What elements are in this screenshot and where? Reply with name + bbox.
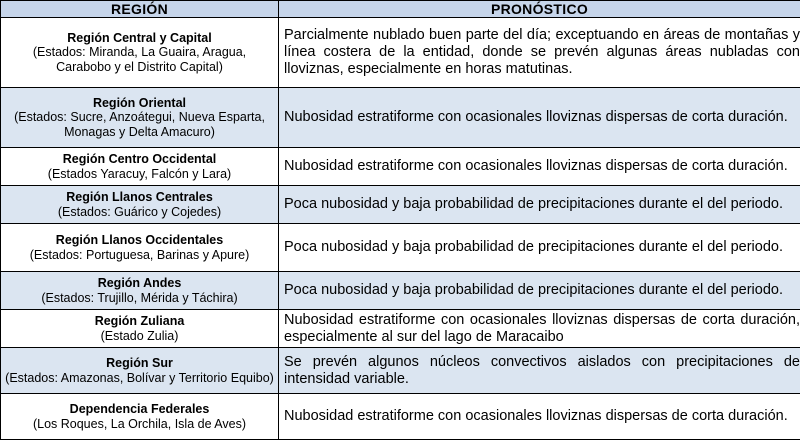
region-name: Región Central y Capital bbox=[67, 30, 212, 45]
region-name: Región Zuliana bbox=[94, 314, 185, 328]
region-states: (Estados: Miranda, La Guaira, Aragua, Carabobo y el Distrito Capital) bbox=[32, 45, 247, 74]
region-cell bbox=[1, 272, 279, 310]
header-region: REGIÓN bbox=[1, 1, 279, 18]
forecast-cell: Poca nubosidad y baja probabilidad de precipitaciones durante el del periodo. bbox=[279, 186, 800, 224]
table-row bbox=[1, 186, 800, 224]
forecast-cell: Nubosidad estratiforme con ocasionales lloviznas dispersas de corta duración. bbox=[279, 88, 800, 148]
forecast-cell: Parcialmente nublado buen parte del día; exceptuando en áreas de montañas y línea costera de la entidad, donde se prevén algunas áreas nubladas con lloviznas, especialmente en horas matutinas. bbox=[279, 18, 800, 88]
table-row bbox=[1, 18, 800, 88]
region-cell bbox=[1, 348, 279, 394]
table-row bbox=[1, 310, 800, 348]
region-states: (Los Roques, La Orchila, Isla de Aves) bbox=[32, 416, 247, 431]
region-states: (Estados: Trujillo, Mérida y Táchira) bbox=[41, 290, 238, 305]
header-forecast: PRONÓSTICO bbox=[279, 1, 800, 18]
region-cell bbox=[1, 88, 279, 148]
forecast-cell: Poca nubosidad y baja probabilidad de precipitaciones durante el del periodo. bbox=[279, 224, 800, 272]
forecast-cell: Nubosidad estratiforme con ocasionales lloviznas dispersas de corta duración. bbox=[279, 148, 800, 186]
region-cell bbox=[1, 224, 279, 272]
region-cell bbox=[1, 18, 279, 88]
region-name: Región Andes bbox=[97, 276, 182, 290]
table-row bbox=[1, 348, 800, 394]
region-states: (Estados: Sucre, Anzoátegui, Nueva Esparta, Monagas y Delta Amacuro) bbox=[14, 110, 265, 139]
region-cell bbox=[1, 148, 279, 186]
region-name: Región Sur bbox=[106, 356, 173, 370]
region-states: (Estado Zulia) bbox=[100, 328, 179, 343]
table-row bbox=[1, 224, 800, 272]
region-states: (Estados: Guárico y Cojedes) bbox=[57, 204, 222, 219]
region-name: Región Centro Occidental bbox=[62, 152, 217, 166]
region-states: (Estados Yaracuy, Falcón y Lara) bbox=[47, 166, 232, 181]
region-cell bbox=[1, 394, 279, 440]
header-row bbox=[1, 1, 800, 18]
table-row bbox=[1, 148, 800, 186]
region-name: Región Llanos Occidentales bbox=[55, 233, 224, 247]
region-states: (Estados: Amazonas, Bolívar y Territorio Equibo) bbox=[5, 370, 274, 385]
region-cell bbox=[1, 310, 279, 348]
region-name: Dependencia Federales bbox=[69, 402, 210, 416]
region-name: Región Llanos Centrales bbox=[66, 190, 213, 204]
forecast-cell: Nubosidad estratiforme con ocasionales lloviznas dispersas de corta duración, especialmente al sur del lago de Maracaibo bbox=[279, 310, 800, 348]
table-row bbox=[1, 272, 800, 310]
forecast-cell: Se prevén algunos núcleos convectivos aislados con precipitaciones de intensidad variable. bbox=[279, 348, 800, 394]
region-cell bbox=[1, 186, 279, 224]
region-states: (Estados: Portuguesa, Barinas y Apure) bbox=[29, 247, 250, 262]
region-name: Región Oriental bbox=[92, 95, 187, 110]
forecast-cell: Nubosidad estratiforme con ocasionales lloviznas dispersas de corta duración. bbox=[279, 394, 800, 440]
forecast-cell: Poca nubosidad y baja probabilidad de precipitaciones durante el del periodo. bbox=[279, 272, 800, 310]
table-row bbox=[1, 394, 800, 440]
table-row bbox=[1, 88, 800, 148]
